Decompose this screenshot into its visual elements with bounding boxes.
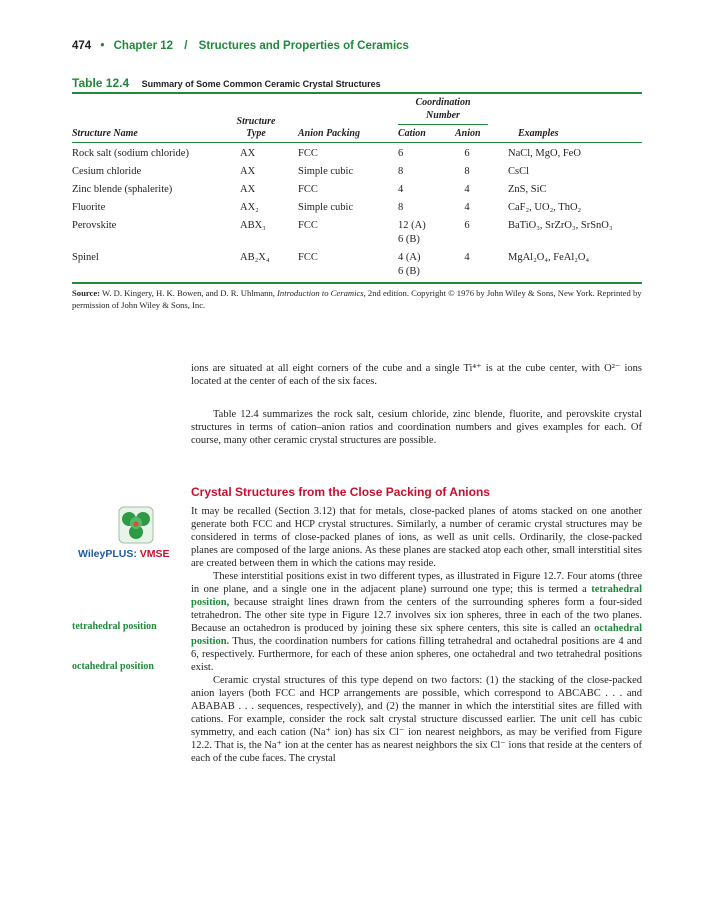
- table-row: [72, 165, 642, 183]
- cell-anion: 4: [464, 252, 470, 263]
- cell-type: AB₂X₄: [240, 252, 270, 263]
- paragraph-text: Table 12.4 summarizes the rock salt, cesium chloride, zinc blende, fluorite, and perovskite crystal structures in terms of cation–anion ratios and coordination numbers and gives examples for each. Of course, many other ceramic crystal structures are possible.: [191, 409, 642, 446]
- header-number: Number: [426, 110, 460, 121]
- cell-cation: 4: [398, 184, 404, 195]
- cell-anion: 8: [464, 166, 470, 177]
- cell-type: AX: [240, 184, 256, 195]
- header-anion: Anion: [455, 128, 481, 139]
- cell-structure-name: Fluorite: [72, 202, 106, 213]
- paragraph-close-packing: It may be recalled (Section 3.12) that for metals, close-packed planes of atoms stacked on one another generate both FCC and HCP crystal structures. Similarly, a number of ceramic crystal structures may be considered in terms of close-packed planes of ions, as well as unit cells. Ordinarily, the close-packed planes are composed of the large anions. As these planes are stacked atop each other, small interstitial sites are created between them in which the cations may reside.: [191, 506, 642, 569]
- running-head: [72, 40, 409, 52]
- header-slash: /: [184, 40, 188, 52]
- wileyplus-label: WileyPLUS:: [78, 548, 137, 560]
- cell-anion-packing: Simple cubic: [298, 166, 354, 177]
- cell-examples: CsCl: [508, 166, 530, 177]
- table-row: [72, 219, 642, 249]
- cell-structure-name: Perovskite: [72, 220, 117, 231]
- cell-examples: CaF₂, UO₂, ThO₂: [508, 202, 582, 213]
- header-cation: Cation: [398, 128, 426, 139]
- cell-type: ABX₃: [240, 220, 266, 231]
- cell-examples: BaTiO₃, SrZrO₃, SrSnO₃: [508, 220, 613, 231]
- table-header-rule: [72, 142, 642, 143]
- cell-anion: 4: [464, 202, 470, 213]
- paragraph-text: Ceramic crystal structures of this type depend on two factors: (1) the stacking of the close-packed anion layers (both FCC and HCP arrangements are possible, which correspond to ABCABC . . . and ABABAB . . . sequences, respectively), and (2) the manner in which the interstitial sites are filled with cations. For example, consider the rock salt crystal structure discussed earlier. The unit cell has cubic symmetry, and each cation (Na⁺ ion) has six Cl⁻ ion nearest neighbors, as may be verified from Figure 12.2. That is, the Na⁺ ion at the center has as nearest neighbors the six Cl⁻ ions that reside at the centers of each of the cube faces. The crystal: [191, 675, 642, 764]
- paragraph-text: ions are situated at all eight corners of the cube and a single Ti⁴⁺ is at the cube center, with O²⁻ ions located at the center of each of the six faces.: [191, 363, 642, 387]
- coordination-rule: [398, 124, 488, 125]
- green-sphere-cluster-icon[interactable]: [118, 506, 154, 544]
- cell-examples: ZnS, SiC: [508, 184, 547, 195]
- term-octahedral: octahedral position.: [191, 623, 642, 647]
- source-label: Source:: [72, 288, 101, 298]
- cell-type: AX: [240, 148, 256, 159]
- cell-anion-packing: FCC: [298, 148, 318, 159]
- cell-anion: 4: [464, 184, 470, 195]
- table-row: [72, 147, 642, 165]
- table-title: Summary of Some Common Ceramic Crystal Structures: [141, 79, 381, 89]
- cell-type: AX: [240, 166, 256, 177]
- chapter-title: Structures and Properties of Ceramics: [198, 40, 409, 52]
- margin-note-tetrahedral: tetrahedral position: [72, 621, 157, 632]
- header-examples: Examples: [518, 128, 559, 139]
- cell-cation: 4 (A): [398, 252, 421, 263]
- cell-cation-b: 6 (B): [398, 234, 420, 245]
- margin-note-octahedral: octahedral position: [72, 661, 154, 672]
- cell-structure-name: Spinel: [72, 252, 99, 263]
- cell-examples: MgAl₂O₄, FeAl₂O₄: [508, 252, 590, 263]
- cell-anion: 6: [464, 148, 470, 159]
- cell-cation: 8: [398, 166, 404, 177]
- cell-anion: 6: [464, 220, 470, 231]
- table-row: [72, 251, 642, 281]
- section-heading: Crystal Structures from the Close Packing of Anions: [191, 485, 490, 499]
- header-separator: •: [100, 40, 105, 52]
- cell-examples: NaCl, MgO, FeO: [508, 148, 581, 159]
- paragraph-text: because straight lines drawn from the centers of the surrounding spheres form a four-sided tetrahedron. The other site type in Figure 12.7 involves six ion spheres, three in each of the two planes. Because an octahedron is produced by joining these six sphere centers, this site is called an: [191, 597, 642, 634]
- body-paragraph-1: [191, 362, 642, 388]
- cell-cation: 6: [398, 148, 404, 159]
- source-authors: W. D. Kingery, H. K. Bowen, and D. R. Uhlmann,: [100, 288, 278, 298]
- paragraph-text: Thus, the coordination numbers for cations filling tetrahedral and octahedral positions are 4 and 6, respectively. Furthermore, for each of these anion spheres, one octahedral and two tetrahedral positions exist.: [191, 636, 642, 673]
- body-section: [191, 505, 642, 765]
- cell-structure-name: Cesium chloride: [72, 166, 142, 177]
- vmse-label: VMSE: [139, 548, 170, 560]
- header-coordination: Coordination: [415, 97, 471, 108]
- cell-cation: 8: [398, 202, 404, 213]
- cell-cation: 12 (A): [398, 220, 426, 231]
- header-type: Type: [246, 128, 266, 139]
- cell-structure-name: Zinc blende (sphalerite): [72, 184, 173, 195]
- cell-cation-b: 6 (B): [398, 266, 420, 277]
- table-source: [72, 287, 642, 311]
- header-structure: Structure: [236, 116, 276, 127]
- table-caption: [72, 74, 381, 92]
- source-publisher: 2nd edition. Copyright © 1976 by John Wiley & Sons, New York. Reprinted by permission of John Wiley & Sons, Inc.: [72, 288, 642, 310]
- page-number: 474: [72, 40, 92, 52]
- cell-structure-name: Rock salt (sodium chloride): [72, 148, 189, 159]
- cell-type: AX₂: [240, 202, 259, 213]
- paragraph-text: These interstitial positions exist in two different types, as illustrated in Figure 12.7. Four atoms (three in one plane, and a single one in the adjacent plane) surround one type; this is termed a: [191, 571, 642, 595]
- term-tetrahedral: tetrahedral position,: [191, 584, 642, 608]
- table-label: Table 12.4: [72, 76, 130, 90]
- cell-anion-packing: FCC: [298, 184, 318, 195]
- header-structure-name: Structure Name: [72, 128, 138, 139]
- chapter-label: Chapter 12: [113, 40, 174, 52]
- table-top-rule: [72, 92, 642, 94]
- wileyplus-vmse-link[interactable]: [78, 548, 170, 560]
- cell-anion-packing: Simple cubic: [298, 202, 354, 213]
- table-bottom-rule: [72, 282, 642, 284]
- body-paragraph-2: [191, 408, 642, 447]
- table-row: [72, 201, 642, 219]
- source-book-title: Introduction to Ceramics,: [277, 288, 366, 298]
- cell-anion-packing: FCC: [298, 252, 318, 263]
- cell-anion-packing: FCC: [298, 220, 318, 231]
- table-row: [72, 183, 642, 201]
- header-anion-packing: Anion Packing: [298, 128, 360, 139]
- paragraph-interstitial: [191, 570, 642, 674]
